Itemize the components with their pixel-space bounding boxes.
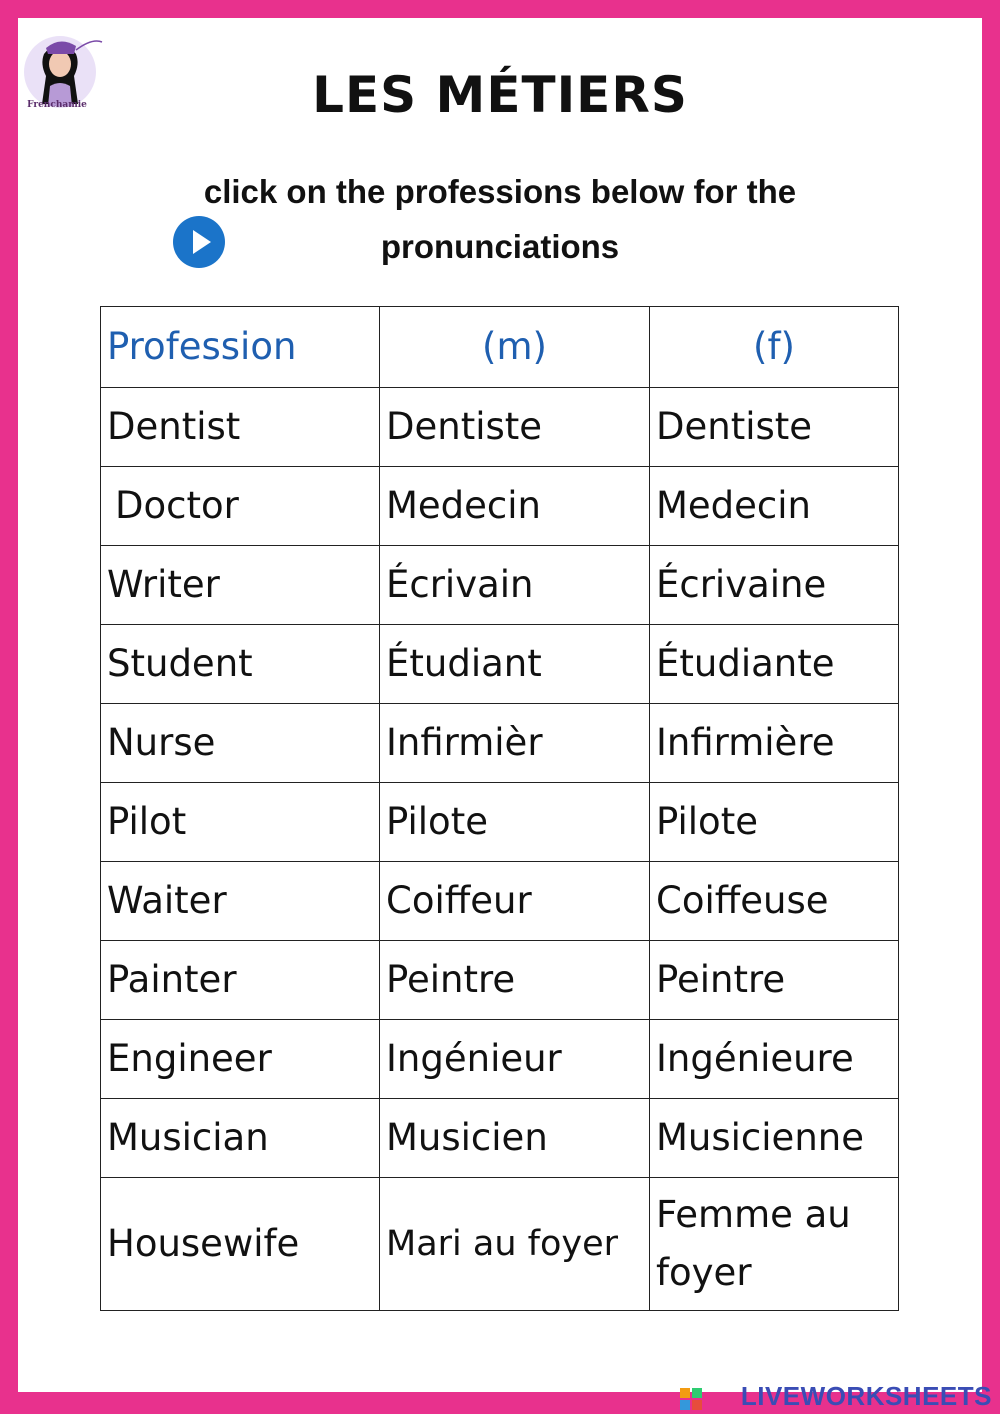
table-row [101,1099,899,1178]
logo-caption: Frenchamie [27,100,87,110]
masculine-cell[interactable]: Musicien [380,1099,650,1178]
feminine-cell[interactable]: Étudiante [650,625,899,704]
masculine-cell[interactable]: Medecin [380,467,650,546]
play-icon [173,216,225,268]
header-feminine: (f) [650,307,899,388]
header-masculine: (m) [380,307,650,388]
masculine-cell[interactable]: Écrivain [380,546,650,625]
feminine-cell[interactable]: Infirmière [650,704,899,783]
profession-cell[interactable]: Doctor [101,467,380,546]
masculine-cell[interactable]: Étudiant [380,625,650,704]
page-title: LES MÉTIERS [312,66,688,124]
feminine-cell[interactable]: Pilote [650,783,899,862]
masculine-cell[interactable]: Coiffeur [380,862,650,941]
feminine-cell[interactable]: Coiffeuse [650,862,899,941]
feminine-cell[interactable]: Femme au foyer [650,1178,899,1311]
profession-cell[interactable]: Painter [101,941,380,1020]
masculine-cell[interactable]: Dentiste [380,388,650,467]
table-row [101,546,899,625]
masculine-cell[interactable]: Peintre [380,941,650,1020]
liveworksheets-icon [680,1388,702,1410]
header-profession: Profession [101,307,380,388]
feminine-cell[interactable]: Musicienne [650,1099,899,1178]
profession-cell[interactable]: Nurse [101,704,380,783]
profession-cell[interactable]: Waiter [101,862,380,941]
table-row [101,862,899,941]
table-row [101,1178,899,1311]
table-row [101,1020,899,1099]
profession-cell[interactable]: Student [101,625,380,704]
table-header-row [101,307,899,388]
feminine-cell[interactable]: Dentiste [650,388,899,467]
masculine-cell[interactable]: Pilote [380,783,650,862]
table-row [101,388,899,467]
table-row [101,704,899,783]
profession-cell[interactable]: Dentist [101,388,380,467]
feminine-cell[interactable]: Peintre [650,941,899,1020]
feminine-cell[interactable]: Écrivaine [650,546,899,625]
profession-cell[interactable]: Housewife [101,1178,380,1311]
masculine-cell[interactable]: Mari au foyer [380,1178,650,1311]
profession-cell[interactable]: Writer [101,546,380,625]
professions-table [100,306,899,1311]
liveworksheets-brand: LIVEWORKSHEETS [740,1381,992,1411]
table-row [101,783,899,862]
feminine-cell[interactable]: Ingénieure [650,1020,899,1099]
feminine-cell[interactable]: Medecin [650,467,899,546]
profession-cell[interactable]: Engineer [101,1020,380,1099]
play-button[interactable] [173,216,225,268]
instructions: click on the professions below for the pronunciations [203,173,797,265]
profession-cell[interactable]: Musician [101,1099,380,1178]
table-row [101,625,899,704]
profession-cell[interactable]: Pilot [101,783,380,862]
masculine-cell[interactable]: Infirmièr [380,704,650,783]
table-row [101,941,899,1020]
masculine-cell[interactable]: Ingénieur [380,1020,650,1099]
table-row [101,467,899,546]
